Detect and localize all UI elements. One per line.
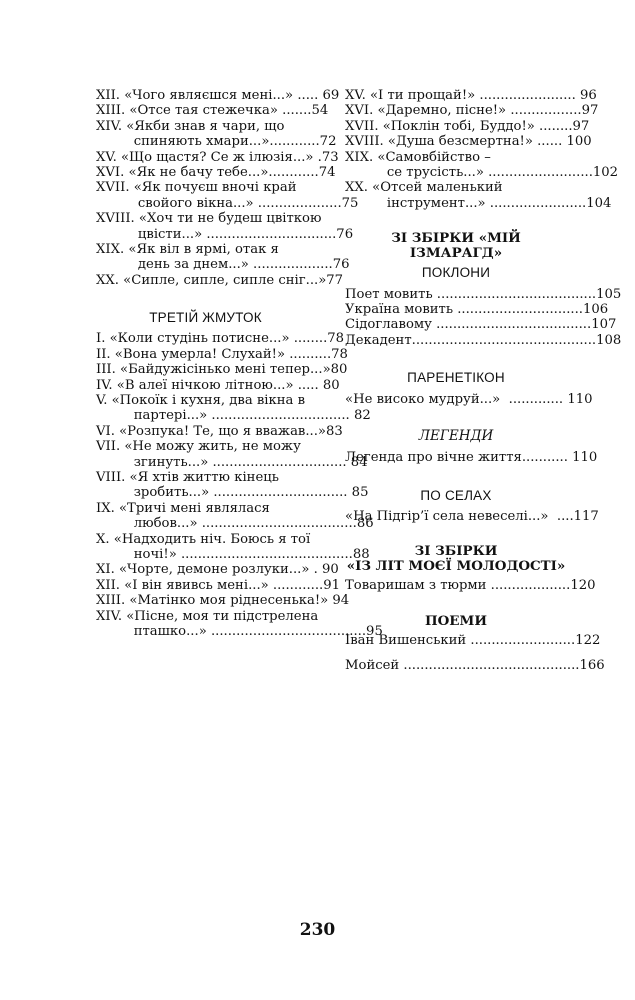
page-number: 230 xyxy=(299,920,336,940)
toc-entry: XVIII. «Хоч ти не будеш цвіткою xyxy=(96,211,322,227)
subsection-title-parenetikon: ПАРЕНЕТІКОН xyxy=(407,370,505,386)
toc-entry: Легенда про вічне життя........... 110 xyxy=(345,450,598,466)
toc-entry: XIV. «Пісне, моя ти підстрелена xyxy=(96,608,319,624)
toc-entry: XIX. «Як віл в ярмі, отак я xyxy=(96,241,279,257)
toc-entry: XVI. «Як не бачу тебе...»............74 xyxy=(96,164,336,180)
toc-list-poemy xyxy=(345,632,605,674)
toc-entry: день за днем...» ...................76 xyxy=(96,257,350,273)
toc-entry: XX. «Сипле, сипле, сипле сніг...»77 xyxy=(96,272,344,288)
toc-entry: XV. «І ти прощай!» ....................... 96 xyxy=(345,88,597,103)
subsection-title-poklony: ПОКЛОНИ xyxy=(421,265,491,281)
toc-entry: XII. «Чого являєшся мені...» ..... 69 xyxy=(96,88,340,103)
toc-entry: «На Підгір’ї села невеселі...» ....117 xyxy=(345,509,599,525)
toc-entry: любов...» .....................................86 xyxy=(96,516,374,532)
toc-entry: Поет мовить ......................................105 xyxy=(345,286,622,302)
toc-entry: XV. «Що щастя? Се ж ілюзія...» .73 xyxy=(96,149,339,165)
toc-list-right-1 xyxy=(345,88,619,211)
toc-entry: партері...» ................................. 82 xyxy=(96,408,371,424)
toc-entry: XIX. «Самовбійство – xyxy=(345,149,491,165)
toc-list-poklony xyxy=(345,286,622,349)
toc-entry: IX. «Тричі мені являлася xyxy=(96,500,270,516)
toc-entry: згинуть...» ................................ 84 xyxy=(96,454,368,470)
toc-entry: зробить...» ................................ 85 xyxy=(96,485,369,501)
toc-list-parenetikon xyxy=(345,391,593,407)
toc-entry: Мойсей ..........................................166 xyxy=(345,658,605,674)
toc-entry: III. «Байдужісінько мені тепер...»80 xyxy=(96,362,348,378)
toc-entry: I. «Коли студінь потисне...» ........78 xyxy=(96,331,345,347)
toc-entry: V. «Покоїк і кухня, два вікна в xyxy=(96,393,306,409)
toc-entry: «Не високо мудруй...» ............. 110 xyxy=(345,391,593,407)
toc-entry: II. «Вона умерла! Слухай!» ..........78 xyxy=(96,346,348,362)
left-column xyxy=(96,88,383,639)
toc-entry: XVI. «Даремно, пісне!» .................97 xyxy=(345,103,599,119)
subsection-title-po-selakh: ПО СЕЛАХ xyxy=(420,487,492,503)
toc-entry: Сідоглавому .....................................107 xyxy=(345,317,617,333)
toc-entry: XIV. «Якби знав я чари, що xyxy=(96,118,285,134)
collection-title-iz-lit xyxy=(345,544,567,574)
section-title-poemy: ПОЕМИ xyxy=(425,612,487,629)
toc-entry: XII. «І він явивсь мені...» ............91 xyxy=(96,577,340,593)
toc-entry: се трусість...» .........................102 xyxy=(345,164,619,180)
toc-entry: цвісти...» ...............................76 xyxy=(96,226,354,242)
toc-entry: IV. «В алеї нічкою літною...» ..... 80 xyxy=(96,377,340,393)
toc-entry: XIII. «Матінко моя ріднесенька!» 94 xyxy=(96,593,350,609)
toc-list-left-2 xyxy=(96,331,383,639)
toc-entry: VI. «Розпука! Те, що я вважав...»83 xyxy=(96,423,343,439)
toc-entry: XVIII. «Душа безсмертна!» ...... 100 xyxy=(345,134,592,150)
toc-entry: Україна мовить ..............................106 xyxy=(345,301,609,317)
toc-list-po-selakh xyxy=(345,509,599,525)
toc-entry: свойого вікна...» ....................75 xyxy=(96,195,359,211)
subsection-title-lehendy: ЛЕГЕНДИ xyxy=(418,427,494,444)
toc-list-iz-lit xyxy=(345,578,596,594)
toc-entry: Декадент............................................108 xyxy=(345,332,622,348)
toc-entry: VIII. «Я хтів життю кінець xyxy=(96,470,279,485)
toc-entry: інструмент...» .......................104 xyxy=(345,195,612,211)
toc-entry: ночі!» .........................................88 xyxy=(96,546,370,562)
collection-title-iz-lit-line2: «ІЗ ЛІТ МОЄЇ МОЛОДОСТІ» xyxy=(346,558,566,575)
toc-entry: пташко...» .....................................95 xyxy=(96,623,383,639)
collection-title-iz-lit-line1: ЗІ ЗБІРКИ xyxy=(414,543,498,560)
toc-list-lehendy xyxy=(345,450,598,466)
right-column xyxy=(345,88,622,674)
collection-title-mii-izmarahd: ЗІ ЗБІРКИ «МІЙ ІЗМАРАГД» xyxy=(391,230,521,262)
toc-entry: XVII. «Поклін тобі, Буддо!» ........97 xyxy=(345,118,590,134)
toc-entry: X. «Надходить ніч. Боюсь я тої xyxy=(96,531,311,547)
toc-entry: XIII. «Отсе тая стежечка» .......54 xyxy=(96,103,329,119)
toc-entry: XX. «Отсей маленький xyxy=(345,180,503,196)
toc-entry: XVII. «Як почуєш вночі край xyxy=(96,180,297,196)
section-title-tretii-zhmutok: ТРЕТІЙ ЖМУТОК xyxy=(149,310,262,326)
toc-entry: XI. «Чорте, демоне розлуки...» . 90 xyxy=(96,562,339,578)
toc-entry: Товаришам з тюрми ...................120 xyxy=(345,578,596,594)
toc-list-left-1 xyxy=(96,88,359,288)
toc-entry: спиняють хмари...»............72 xyxy=(96,134,337,150)
toc-entry: VII. «Не можу жить, не можу xyxy=(96,439,301,455)
toc-entry: Іван Вишенський .........................122 xyxy=(345,632,601,648)
